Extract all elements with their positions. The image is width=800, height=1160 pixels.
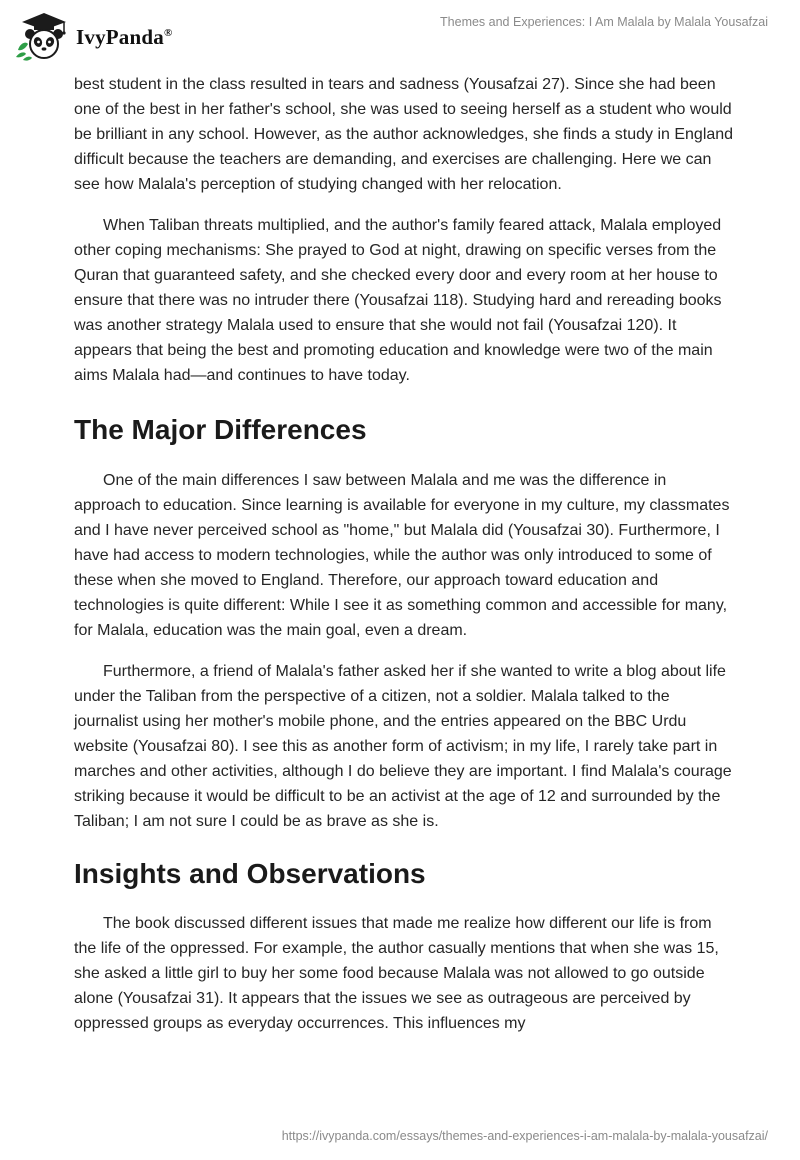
paragraph: The book discussed different issues that made me realize how different our life is from the life of the oppressed. For example, the author casually mentions that when she was 15, she asked a little girl to buy her some food because Malala was not allowed to go outside alone (Yousafzai 31). It appears that the issues we see as outrageous are perceived by oppressed groups as everyday occurrences. This influences my <box>74 915 719 1032</box>
page-header <box>0 0 800 70</box>
panda-graduate-logo-icon <box>14 10 70 62</box>
paragraph: When Taliban threats multiplied, and the author's family feared attack, Malala employed other coping mechanisms: She prayed to God at night, drawing on specific verses from the Quran that guaranteed safety, and she checked every door and every room at her house to ensure that there was no intruder there (Yousafzai 118). Studying hard and rereading books was another strategy Malala used to ensure that she would not fail (Yousafzai 120). It appears that being the best and promoting education and knowledge were two of the main aims Malala had—and continues to have today. <box>74 217 722 384</box>
registered-mark: ® <box>163 26 173 39</box>
essay-body <box>74 72 734 1052</box>
paragraph: One of the main differences I saw between Malala and me was the difference in approach to education. Since learning is available for everyone in my culture, my classmates and I have never perceived school as "home," but Malala did (Yousafzai 30). Furthermore, I have had access to modern technologies, while the author was only introduced to some of these when she moved to England. Therefore, our approach toward education and technologies is quite different: While I see it as something common and accessible for many, for Malala, education was the main goal, even a dream. <box>74 472 730 639</box>
source-url[interactable]: https://ivypanda.com/essays/themes-and-experiences-i-am-malala-by-malala-yousafzai/ <box>281 1129 768 1143</box>
brand-name: IvyPanda® <box>76 24 173 49</box>
document-title: Themes and Experiences: I Am Malala by Malala Yousafzai <box>440 15 768 29</box>
ivypanda-logo[interactable] <box>14 10 172 62</box>
paragraph: best student in the class resulted in tears and sadness (Yousafzai 27). Since she had been one of the best in her father's school, she was used to seeing herself as a student who would be brilliant in any school. However, as the author acknowledges, she finds a study in England difficult because the teachers are demanding, and exercises are challenging. Here we can see how Malala's perception of studying changed with her relocation. <box>74 76 734 193</box>
section-heading-insights: Insights and Observations <box>74 858 426 889</box>
section-heading-major-differences: The Major Differences <box>74 414 367 445</box>
paragraph: Furthermore, a friend of Malala's father asked her if she wanted to write a blog about life under the Taliban from the perspective of a citizen, not a soldier. Malala talked to the journalist using her mother's mobile phone, and the entries appeared on the BBC Urdu website (Yousafzai 80). I see this as another form of activism; in my life, I rarely take part in marches and other activities, although I do believe they are important. I find Malala's courage striking because it would be difficult to be an activist at the age of 12 and surrounded by the Taliban; I am not sure I could be as brave as she is. <box>74 663 732 830</box>
